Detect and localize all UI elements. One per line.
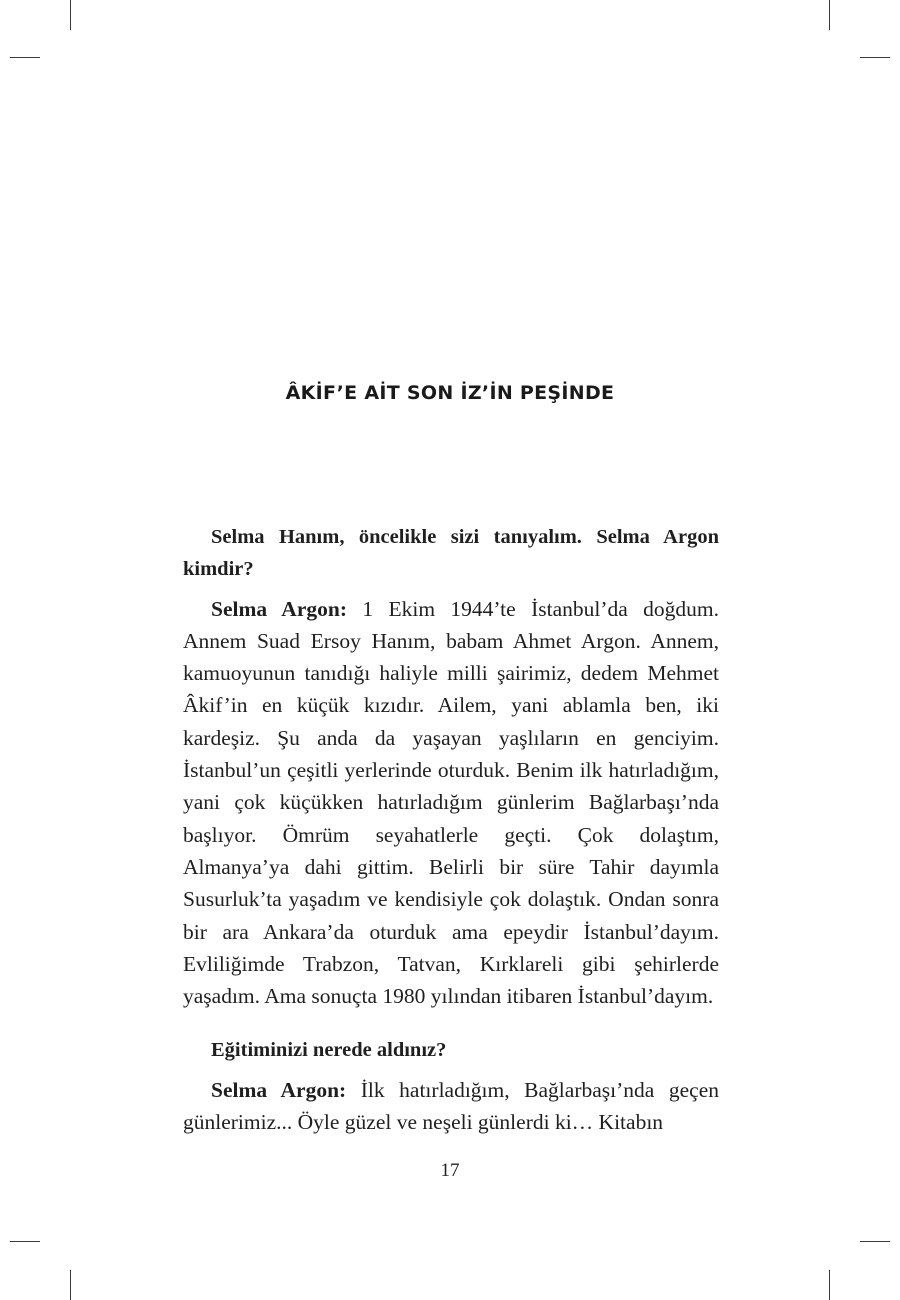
answer-2-text: İlk hatırladığım, Bağlarbaşı’nda geçen günlerimiz... Öyle güzel ve neşeli günlerdi ki… Kitabın: [183, 1077, 719, 1135]
chapter-title: ÂKİF’E AİT SON İZ’İN PEŞİNDE: [285, 382, 615, 404]
crop-mark-top-right-vertical: [829, 0, 830, 30]
page-number: 17: [440, 1160, 460, 1181]
crop-mark-bottom-left-horizontal: [10, 1241, 40, 1242]
crop-mark-bottom-left-vertical: [70, 1270, 71, 1300]
crop-mark-top-left-horizontal: [10, 57, 40, 58]
question-1: Selma Hanım, öncelikle sizi tanıyalım. Selma Argon kimdir?: [183, 526, 719, 581]
crop-mark-bottom-right-horizontal: [860, 1241, 890, 1242]
answer-1-speaker: Selma Argon:: [211, 596, 347, 621]
answer-1-text: 1 Ekim 1944’te İstanbul’da doğdum. Annem Suad Ersoy Hanım, babam Ahmet Argon. Annem, kamuoyunun tanıdığı haliyle milli şairimiz, dedem Mehmet Âkif’in en küçük kızıdır. Ailem, yani ablamla ben, iki kardeşiz. Şu anda da yaşayan yaşlıların en genciyim. İstanbul’un çeşitli yerlerinde oturduk. Benim ilk hatırladığım, yani çok küçükken hatırladığım günlerim Bağlarbaşı’nda başlıyor. Ömrüm seyahatlerle geçti. Çok dolaştım, Almanya’ya dahi gittim. Belirli bir süre Tahir dayımla Susurluk’ta yaşadım ve kendisiyle çok dolaştık. Ondan sonra bir ara Ankara’da oturduk ama epeydir İstanbul’dayım. Evliliğimde Trabzon, Tatvan, Kırklareli gibi şehirlerde yaşadım. Ama sonuçta 1980 yılından itibaren İstanbul’dayım.: [183, 596, 719, 1009]
crop-mark-top-right-horizontal: [860, 57, 890, 58]
question-2: Eğitiminizi nerede aldınız?: [211, 1039, 447, 1062]
answer-2: [183, 1074, 719, 1139]
answer-1: [183, 593, 719, 1013]
crop-mark-bottom-right-vertical: [829, 1270, 830, 1300]
interview-body: [183, 521, 719, 1138]
crop-mark-top-left-vertical: [70, 0, 71, 30]
answer-2-speaker: Selma Argon:: [211, 1077, 347, 1102]
